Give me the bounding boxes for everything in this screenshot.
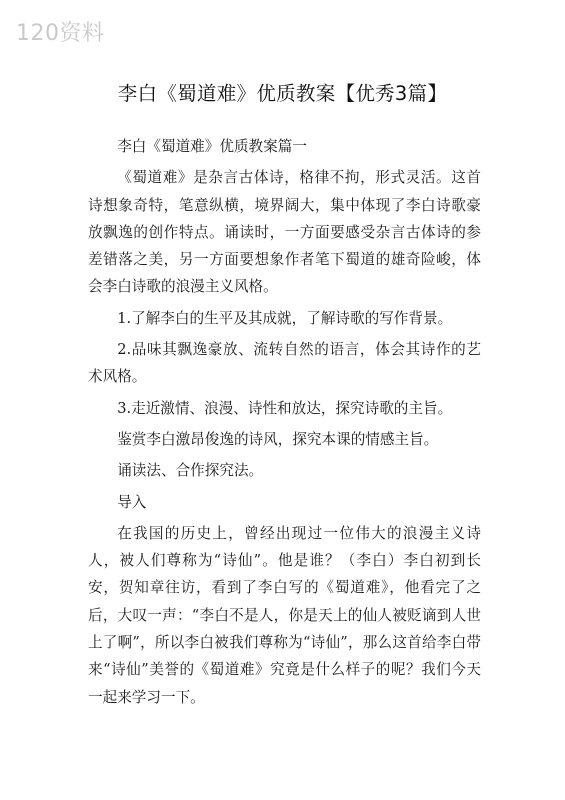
paragraph-goal-2: 2.品味其飘逸豪放、流转自然的语言，体会其诗作的艺术风格。: [88, 341, 481, 386]
paragraph-intro-heading: 导入: [117, 493, 147, 511]
paragraph-goal-1: 1.了解李白的生平及其成就，了解诗歌的写作背景。: [117, 309, 453, 327]
document-body: [88, 133, 481, 711]
document-title: 李白《蜀道难》优质教案【优秀3篇】: [117, 82, 448, 105]
paragraph-intro-text: 在我国的历史上，曾经出现过一位伟大的浪漫主义诗人，被人们尊称为“诗仙”。他是谁？（李白）李白初到长安，贺知章往访，看到了李白写的《蜀道难》，他看完了之后，大叹一声：“李白不是人，你是天上的仙人被贬谪到人世上了啊”，所以李白被我们尊称为“诗仙”，那么这首给李白带来“诗仙”美誉的《蜀道难》究竟是什么样子的呢？我们今天一起来学习一下。: [88, 524, 481, 706]
paragraph-key-point: 鉴赏李白激昂俊逸的诗风，探究本课的情感主旨。: [117, 430, 439, 448]
watermark-logo: 120资料: [16, 21, 105, 46]
paragraph-method: 诵读法、合作探究法。: [117, 462, 264, 480]
paragraph-goal-3: 3.走近激情、浪漫、诗性和放达，探究诗歌的主旨。: [117, 399, 453, 417]
section-heading: 李白《蜀道难》优质教案篇一: [117, 138, 307, 155]
paragraph-intro: 《蜀道难》是杂言古体诗，格律不拘，形式灵活。这首诗想象奇特，笔意纵横，境界阔大，集中体现了李白诗歌豪放飘逸的创作特点。诵读时，一方面要感受杂言古体诗的参差错落之美，另一方面要想象作者笔下蜀道的雄奇险峻，体会李白诗歌的浪漫主义风格。: [88, 169, 481, 296]
